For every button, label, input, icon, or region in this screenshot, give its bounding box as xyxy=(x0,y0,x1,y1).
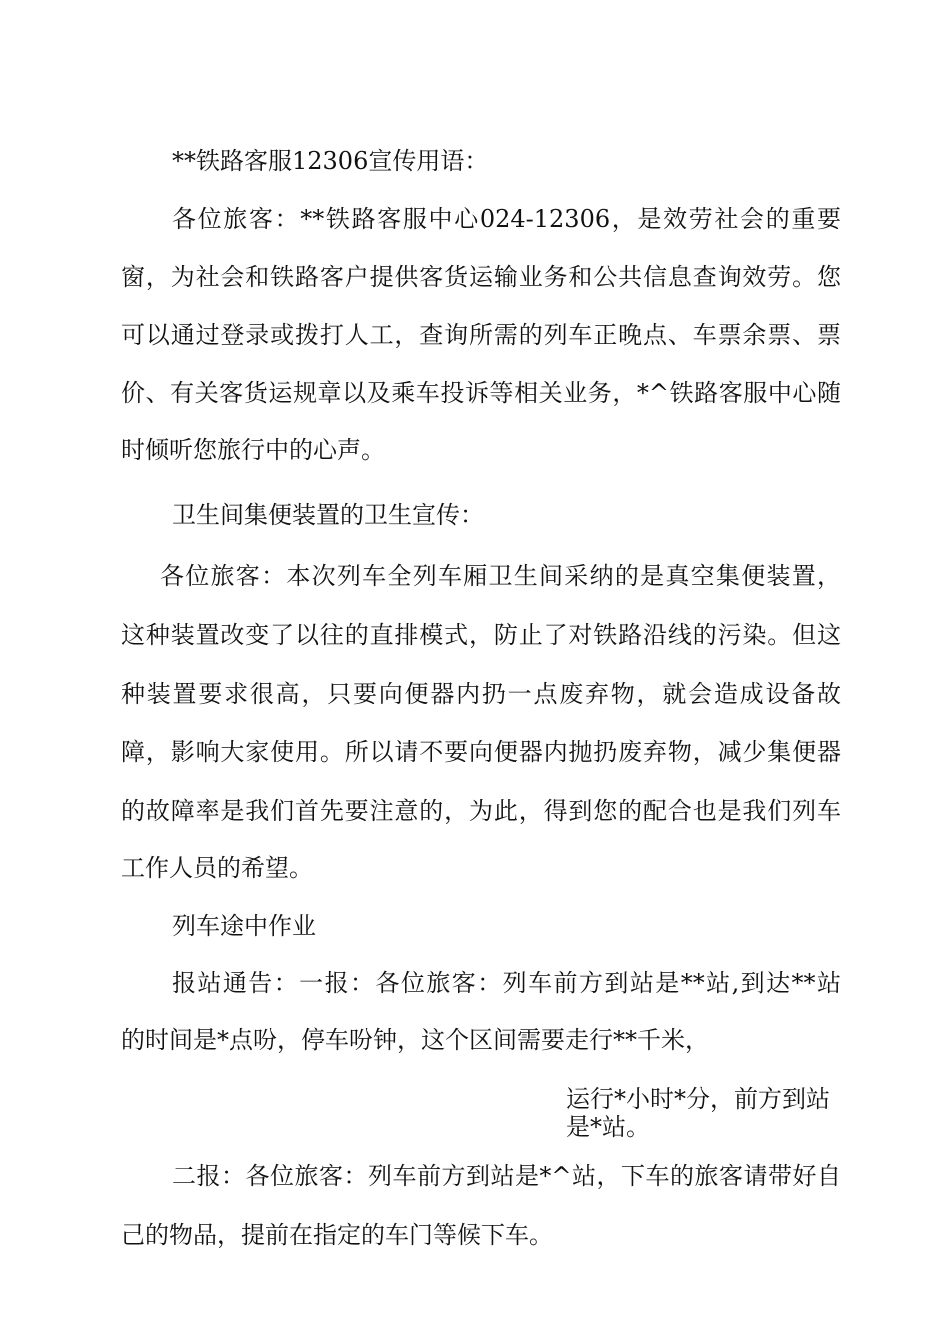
section3-line-4: 己的物品，提前在指定的车门等候下车。 xyxy=(121,1221,553,1249)
section2-line-1: 各位旅客：本次列车全列车厢卫生间采纳的是真空集便装置， xyxy=(160,562,841,590)
section1-line-5: 时倾听您旅行中的心声。 xyxy=(121,436,385,464)
section3-heading: 列车途中作业 xyxy=(172,912,316,940)
section2-heading: 卫生间集便装置的卫生宣传： xyxy=(172,501,484,529)
section3-line-3: 二报：各位旅客：列车前方到站是*^站，下车的旅客请带好自 xyxy=(172,1162,841,1190)
section1-line-1: 各位旅客：**铁路客服中心024-12306，是效劳社会的重要 xyxy=(172,205,841,233)
section3-line-1: 报站通告：一报：各位旅客：列车前方到站是**站,到达**站 xyxy=(172,969,841,997)
section2-line-2: 这种装置改变了以往的直排模式，防止了对铁路沿线的污染。但这 xyxy=(121,621,841,649)
section1-line-2: 窗，为社会和铁路客户提供客货运输业务和公共信息查询效劳。您 xyxy=(121,263,841,291)
section2-line-5: 的故障率是我们首先要注意的，为此，得到您的配合也是我们列车 xyxy=(121,797,841,825)
section2-line-3: 种装置要求很高，只要向便器内扔一点废弃物，就会造成设备故 xyxy=(121,680,841,708)
section3-line-2: 的时间是*点吩，停车吩钟，这个区间需要走行**千米， xyxy=(121,1026,709,1054)
section2-line-4: 障，影响大家使用。所以请不要向便器内抛扔废弃物，减少集便器 xyxy=(121,738,841,766)
section3-note-line-2: 是*站。 xyxy=(566,1113,650,1141)
section2-line-6: 工作人员的希望。 xyxy=(121,854,313,882)
section1-heading: **铁路客服12306宣传用语： xyxy=(172,147,489,175)
section1-line-4: 价、有关客货运规章以及乘车投诉等相关业务，*^铁路客服中心随 xyxy=(121,379,841,407)
section1-line-3: 可以通过登录或拨打人工，查询所需的列车正晚点、车票余票、票 xyxy=(121,321,841,349)
section3-note-line-1: 运行*小时*分，前方到站 xyxy=(566,1085,830,1113)
